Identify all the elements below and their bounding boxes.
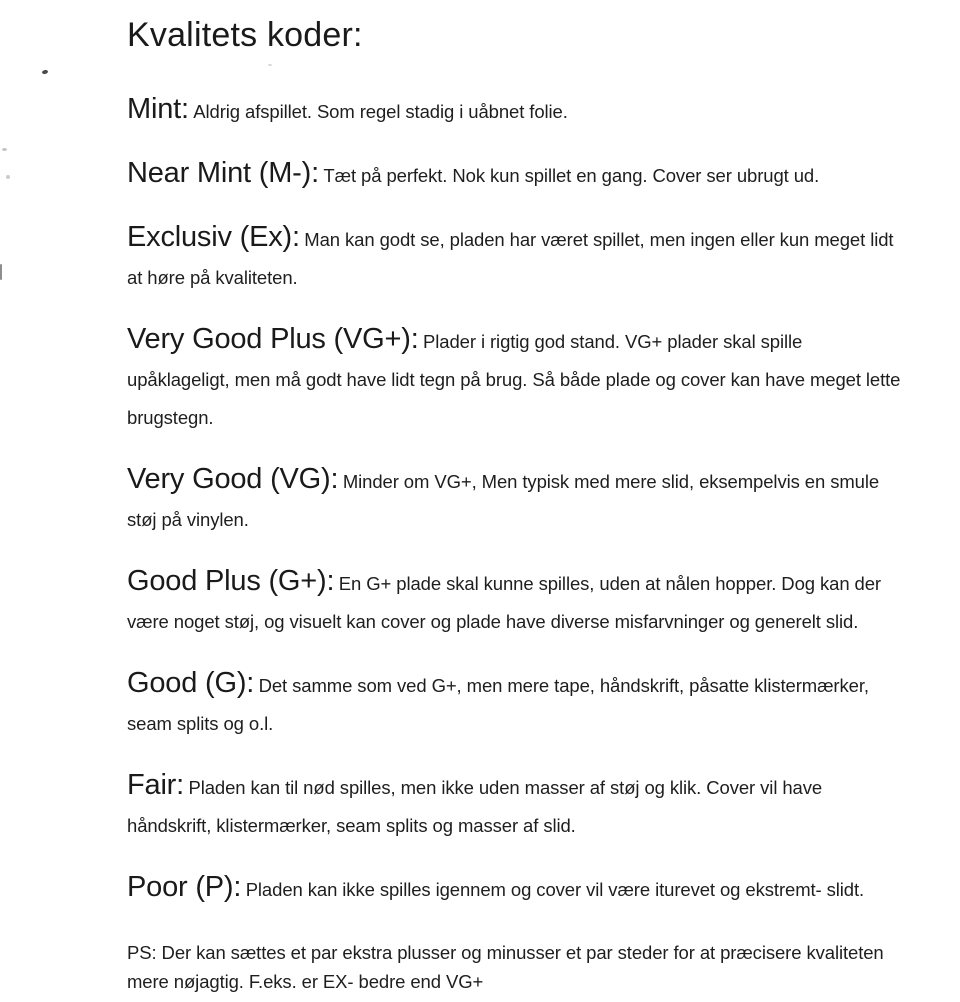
grade-term: Good (G): <box>127 667 255 699</box>
grade-description: Minder om VG+, Men typisk med mere slid, eksempelvis en smule støj på vinylen. <box>127 471 880 530</box>
scan-artifact-speck <box>268 64 272 66</box>
grade-description: Pladen kan til nød spilles, men ikke uden masser af støj og klik. Cover vil have håndskrift, klistermærker, seam splits og masser af slid. <box>127 777 823 836</box>
grade-description: Pladen kan ikke spilles igennem og cover vil være iturevet og ekstremt- slidt. <box>245 879 865 900</box>
grade-description: Tæt på perfekt. Nok kun spillet en gang. Cover ser ubrugt ud. <box>323 165 820 186</box>
grade-description: Man kan godt se, pladen har været spillet, men ingen eller kun meget lidt at høre på kvaliteten. <box>127 229 894 288</box>
grade-term: Fair: <box>127 769 185 801</box>
grade-entry-very-good <box>127 461 905 540</box>
grade-term: Exclusiv (Ex): <box>127 221 300 253</box>
grade-entry-near-mint <box>127 155 905 196</box>
grade-entry-mint <box>127 91 905 132</box>
grade-entry-good <box>127 665 905 744</box>
postscript-note: PS: Der kan sættes et par ekstra plusser og minusser et par steder for at præcisere kvaliteten mere nøjagtig. F.eks. er EX- bedre end VG+ <box>127 942 884 992</box>
grade-description: Aldrig afspillet. Som regel stadig i uåbnet folie. <box>193 101 568 122</box>
grade-description: Plader i rigtig god stand. VG+ plader skal spille upåklageligt, men må godt have lidt tegn på brug. Så både plade og cover kan have meget lette brugstegn. <box>127 331 901 428</box>
scan-artifact-speck <box>6 175 10 179</box>
grade-entry-good-plus <box>127 563 905 642</box>
grade-term: Poor (P): <box>127 871 242 903</box>
grade-description: Det samme som ved G+, men mere tape, håndskrift, påsatte klistermærker, seam splits og o.l. <box>127 675 869 734</box>
scan-artifact-dot <box>42 69 49 74</box>
grade-term: Mint: <box>127 93 189 125</box>
grade-description: En G+ plade skal kunne spilles, uden at nålen hopper. Dog kan der være noget støj, og visuelt kan cover og plade have diverse misfarvninger og generelt slid. <box>127 573 881 632</box>
grade-entry-fair <box>127 767 905 846</box>
grade-entry-exclusiv <box>127 219 905 298</box>
scan-artifact-tick <box>0 264 2 280</box>
grade-term: Near Mint (M-): <box>127 157 319 189</box>
grade-term: Very Good (VG): <box>127 463 339 495</box>
grade-term: Very Good Plus (VG+): <box>127 323 419 355</box>
grade-term: Good Plus (G+): <box>127 565 335 597</box>
page-title: Kvalitets koder: <box>127 16 363 54</box>
grade-entry-very-good-plus <box>127 321 905 438</box>
grade-entry-poor <box>127 869 905 910</box>
scan-artifact-speck <box>2 148 7 151</box>
